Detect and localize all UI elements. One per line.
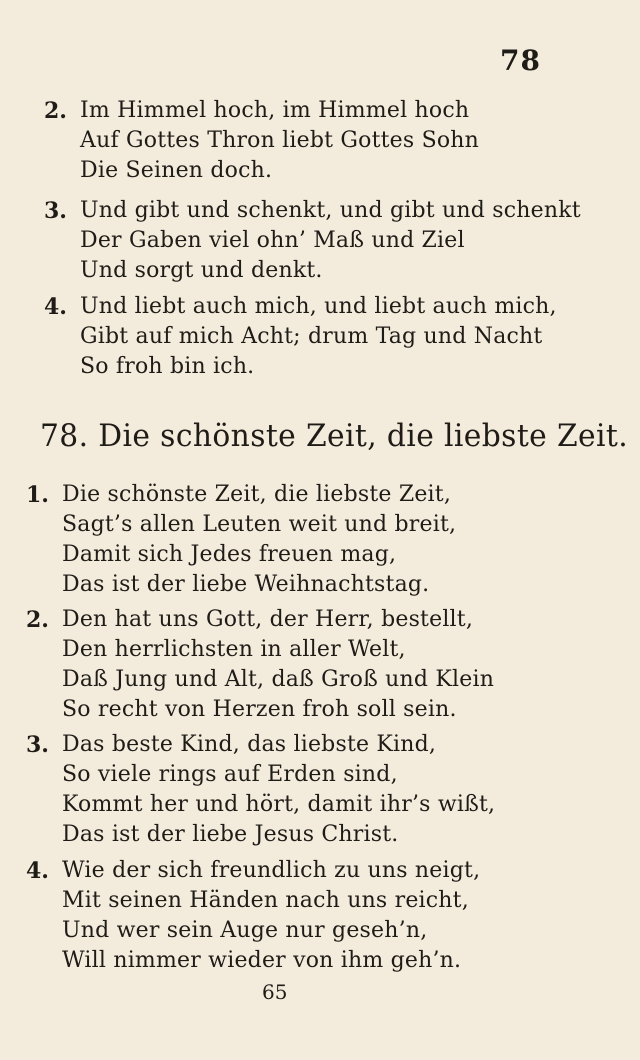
song-title: 78. Die schönste Zeit, die liebste Zeit. xyxy=(40,418,629,454)
verse-line: Gibt auf mich Acht; drum Tag und Nacht xyxy=(80,324,543,349)
verse-line: Der Gaben viel ohn’ Maß und Ziel xyxy=(80,228,465,253)
page-number: 65 xyxy=(262,980,288,1004)
verse-number: 2. xyxy=(26,607,49,633)
verse-line: Den hat uns Gott, der Herr, bestellt, xyxy=(62,607,474,632)
verse-line: Sagt’s allen Leuten weit und breit, xyxy=(62,512,457,537)
verse-number: 1. xyxy=(26,482,49,508)
verse-line: So froh bin ich. xyxy=(80,354,255,379)
verse-line: Und gibt und schenkt, und gibt und schenkt xyxy=(80,198,581,223)
verse-line: Auf Gottes Thron liebt Gottes Sohn xyxy=(80,128,480,153)
running-page-number: 78 xyxy=(500,44,541,77)
verse-line: Das ist der liebe Weihnachtstag. xyxy=(62,572,430,597)
verse-line: Und liebt auch mich, und liebt auch mich, xyxy=(80,294,557,319)
verse-line: Das beste Kind, das liebste Kind, xyxy=(62,732,437,757)
verse-number: 2. xyxy=(44,98,67,124)
verse-line: So recht von Herzen froh soll sein. xyxy=(62,697,457,722)
verse-line: Kommt her und hört, damit ihr’s wißt, xyxy=(62,792,496,817)
verse-line: Damit sich Jedes freuen mag, xyxy=(62,542,397,567)
verse-line: Daß Jung und Alt, daß Groß und Klein xyxy=(62,667,495,692)
verse-line: Den herrlichsten in aller Welt, xyxy=(62,637,406,662)
verse-number: 3. xyxy=(26,732,49,758)
verse-line: Im Himmel hoch, im Himmel hoch xyxy=(80,98,470,123)
verse-line: So viele rings auf Erden sind, xyxy=(62,762,398,787)
verse-number: 3. xyxy=(44,198,67,224)
verse-line: Will nimmer wieder von ihm geh’n. xyxy=(62,948,462,973)
verse-line: Und wer sein Auge nur geseh’n, xyxy=(62,918,428,943)
verse-number: 4. xyxy=(26,858,49,884)
verse-line: Die schönste Zeit, die liebste Zeit, xyxy=(62,482,452,507)
verse-line: Wie der sich freundlich zu uns neigt, xyxy=(62,858,481,883)
verse-line: Mit seinen Händen nach uns reicht, xyxy=(62,888,469,913)
verse-line: Und sorgt und denkt. xyxy=(80,258,323,283)
verse-line: Die Seinen doch. xyxy=(80,158,273,183)
verse-number: 4. xyxy=(44,294,67,320)
verse-line: Das ist der liebe Jesus Christ. xyxy=(62,822,399,847)
